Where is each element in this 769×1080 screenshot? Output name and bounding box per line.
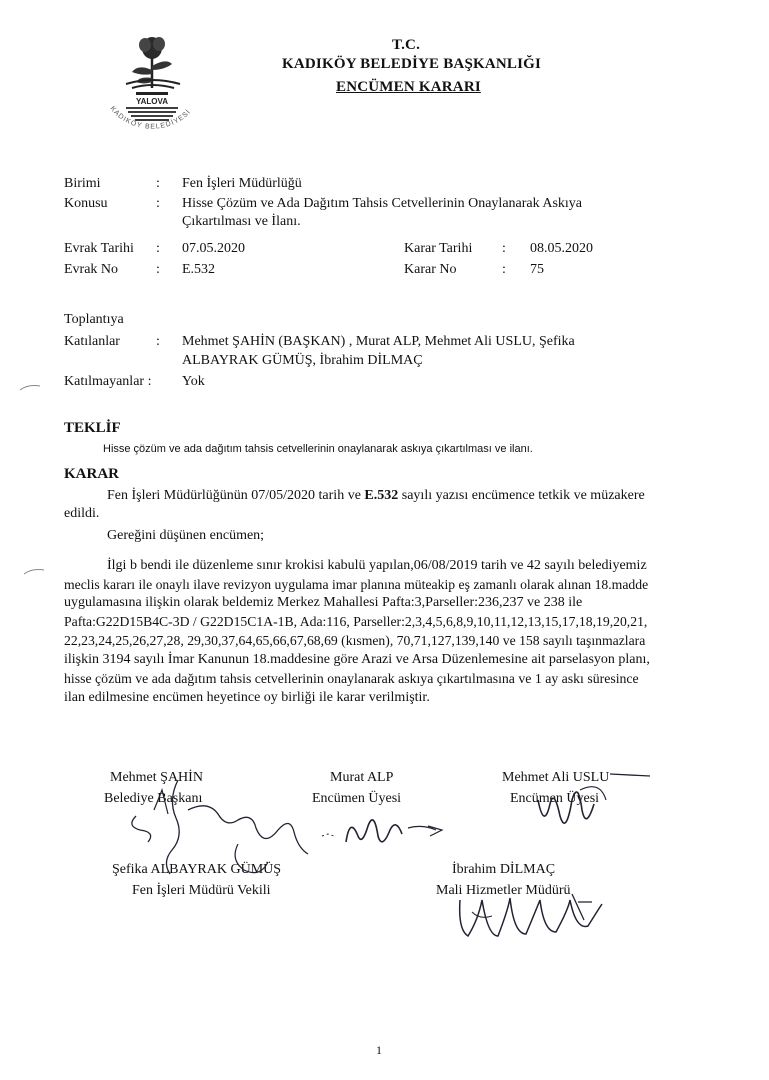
evrak-tarihi-value: 07.05.2020 — [182, 241, 245, 256]
karar-p3-line: Pafta:G22D15B4C-3D / G22D15C1A-1B, Ada:116, Parseller:2,3,4,5,6,8,9,10,11,12,13,15,17,18,19,20,21, — [64, 614, 648, 629]
karar-no-colon: : — [502, 262, 506, 277]
signature-5-title: Mali Hizmetler Müdürü — [436, 883, 571, 898]
page-number: 1 — [376, 1043, 382, 1057]
karar-p1-text-a: Fen İşleri Müdürlüğünün 07/05/2020 tarih ve — [107, 488, 365, 503]
karar-p3-line: ilan edilmesine encümen heyetince oy birliği ile karar verilmiştir. — [64, 690, 430, 705]
municipality-logo — [98, 30, 208, 140]
signature-4-name: Şefika ALBAYRAK GÜMÜŞ — [112, 862, 282, 877]
birimi-colon: : — [156, 176, 160, 191]
header-tc: T.C. — [392, 37, 421, 53]
signature-4-title: Fen İşleri Müdürü Vekili — [132, 883, 271, 898]
katilanlar-line1: Mehmet ŞAHİN (BAŞKAN) , Murat ALP, Mehmet Ali USLU, Şefika — [182, 334, 575, 349]
evrak-tarihi-colon: : — [156, 241, 160, 256]
signature-3-scribble — [520, 760, 660, 840]
toplantiya-label: Toplantıya — [64, 312, 124, 327]
karar-paragraph-2: Gereğini düşünen encümen; — [107, 528, 265, 543]
karar-p1-evrak-no: E.532 — [364, 488, 399, 503]
katilmayanlar-label: Katılmayanlar : — [64, 374, 152, 389]
karar-p1-text-c: sayılı yazısı encümence tetkik ve müzakere — [398, 488, 645, 503]
logo-top-text: YALOVA — [135, 97, 169, 106]
konusu-colon: : — [156, 196, 160, 211]
signature-2-name: Murat ALP — [330, 770, 394, 785]
signature-5-name: İbrahim DİLMAÇ — [452, 862, 556, 877]
evrak-no-label: Evrak No — [64, 262, 119, 277]
header-municipality: KADIKÖY BELEDİYE BAŞKANLIĞI — [282, 56, 542, 72]
teklif-text: Hisse çözüm ve ada dağıtım tahsis cetvellerinin onaylanarak askıya çıkartılması ve ilanı. — [103, 443, 533, 455]
katilmayanlar-value: Yok — [182, 374, 205, 389]
evrak-tarihi-label: Evrak Tarihi — [64, 241, 134, 256]
signature-2-scribble — [318, 806, 458, 856]
karar-no-value: 75 — [530, 262, 544, 277]
evrak-no-value: E.532 — [182, 262, 216, 277]
karar-p3-line: hisse çözüm ve ada dağıtım tahsis cetvellerinin onaylanarak askıya çıkartılmasına ve 1 ay askı süresince — [64, 671, 639, 686]
signature-5-scribble — [452, 880, 632, 950]
margin-mark — [18, 382, 42, 392]
water-lines-icon — [126, 108, 178, 120]
katilanlar-line2: ALBAYRAK GÜMÜŞ, İbrahim DİLMAÇ — [182, 353, 423, 368]
karar-p1-line2: edildi. — [64, 506, 100, 521]
konusu-label: Konusu — [64, 196, 108, 211]
karar-tarihi-colon: : — [502, 241, 506, 256]
signature-3-title: Encümen Üyesi — [510, 791, 600, 806]
teklif-heading: TEKLİF — [64, 420, 121, 436]
birimi-label: Birimi — [64, 176, 101, 191]
karar-p3-line: İlgi b bendi ile düzenleme sınır krokisi kabulü yapılan,06/08/2019 tarih ve 42 sayılı belediyemiz — [107, 558, 647, 573]
katilanlar-label: Katılanlar — [64, 334, 120, 349]
karar-p3-line: 22,23,24,25,26,27,28, 29,30,37,64,65,66,67,68,69 (kısmen), 70,71,127,139,140 ve 158 sayılı taşınmazlara — [64, 633, 646, 648]
signature-1-scribble — [118, 770, 328, 900]
konusu-line1: Hisse Çözüm ve Ada Dağıtım Tahsis Cetvellerinin Onaylanarak Askıya — [182, 196, 583, 211]
signature-2-title: Encümen Üyesi — [312, 791, 402, 806]
karar-p3-line: meclis kararı ile onaylı ilave revizyon uygulama imar planına müteakip eş zamanlı olarak alınan 18.madde — [64, 577, 649, 592]
karar-tarihi-value: 08.05.2020 — [530, 241, 593, 256]
karar-paragraph-1 — [107, 488, 645, 504]
karar-no-label: Karar No — [404, 262, 457, 277]
header-title: ENCÜMEN KARARI — [336, 79, 481, 95]
margin-mark — [22, 566, 46, 576]
signature-3-name: Mehmet Ali USLU — [502, 770, 610, 785]
signature-1-name: Mehmet ŞAHİN — [110, 770, 203, 785]
konusu-line2: Çıkartılması ve İlanı. — [182, 214, 301, 229]
karar-p3-line: ilişkin 3194 sayılı İmar Kanunun 18.maddesine göre Arazi ve Arsa Düzenlemesine ait parselasyon planı, — [64, 652, 650, 667]
signature-1-title: Belediye Başkanı — [104, 791, 203, 806]
evrak-no-colon: : — [156, 262, 160, 277]
katilanlar-colon: : — [156, 334, 160, 349]
birimi-value: Fen İşleri Müdürlüğü — [182, 176, 302, 191]
karar-heading: KARAR — [64, 466, 119, 482]
karar-p3-line: uygulamasına ilişkin olarak beldemiz Merkez Mahallesi Pafta:3,Parseller:236,237 ve 238 ile — [64, 595, 583, 610]
logo-ring-text: KADIKÖY BELEDİYESİ — [108, 105, 193, 131]
karar-tarihi-label: Karar Tarihi — [404, 241, 473, 256]
